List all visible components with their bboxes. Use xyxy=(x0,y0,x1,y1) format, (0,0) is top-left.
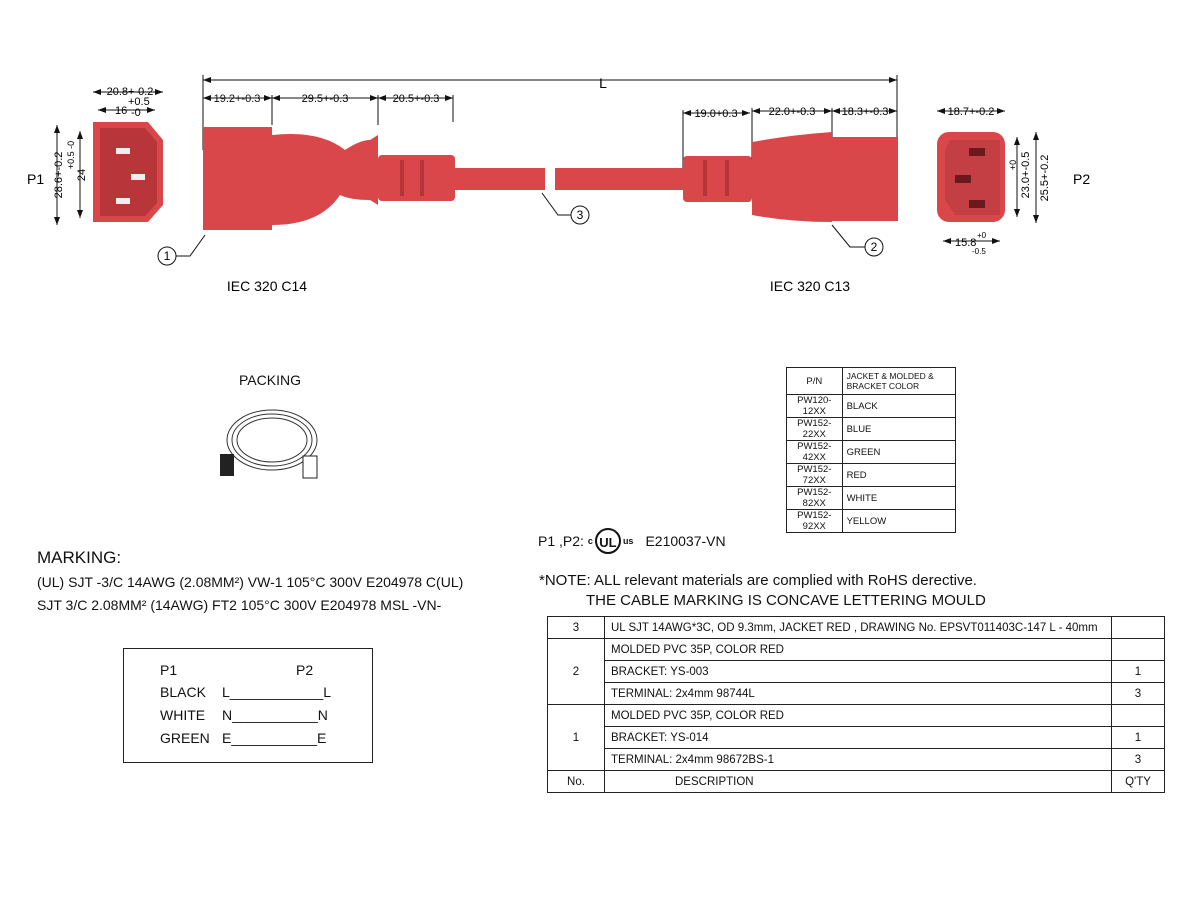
table-row xyxy=(548,683,1165,705)
bom-qty xyxy=(1112,705,1165,727)
p1-inner-tol-minus: -0 xyxy=(131,107,141,119)
p2-label: P2 xyxy=(1073,171,1091,187)
bom-desc: MOLDED PVC 35P, COLOR RED xyxy=(605,705,1112,727)
note-rohs: *NOTE: ALL relevant materials are complied with RoHS derective. xyxy=(539,572,977,589)
color: YELLOW xyxy=(842,510,955,533)
bom-desc: TERMINAL: 2x4mm 98744L xyxy=(605,683,1112,705)
p1-inner-height: 24 xyxy=(76,168,88,182)
table-row xyxy=(548,661,1165,683)
table-row xyxy=(787,418,956,441)
p2-inner-height: 23.0+-0.5 xyxy=(1020,151,1032,199)
wiring-diagram-box xyxy=(123,648,373,763)
table-row xyxy=(548,749,1165,771)
callout-2: 2 xyxy=(870,240,878,254)
table-row xyxy=(548,617,1165,639)
table-row xyxy=(787,464,956,487)
part-number: PW152-82XX xyxy=(787,487,843,510)
p1-height: 28.6+-0.2 xyxy=(53,151,65,199)
bom-desc: TERMINAL: 2x4mm 98672BS-1 xyxy=(605,749,1112,771)
bom-no: 2 xyxy=(548,639,605,705)
wire-color-white: WHITE xyxy=(160,707,206,723)
table-row xyxy=(787,487,956,510)
bom-qty: 3 xyxy=(1112,683,1165,705)
bom-no: 1 xyxy=(548,705,605,771)
bom-desc: BRACKET: YS-014 xyxy=(605,727,1112,749)
color-table-header-color: JACKET & MOLDED & BRACKET COLOR xyxy=(842,368,955,395)
dim-left-1: 19.2+-0.3 xyxy=(213,93,261,105)
p2-face xyxy=(937,132,1005,222)
c13-connector-body xyxy=(832,137,898,221)
bom-desc: MOLDED PVC 35P, COLOR RED xyxy=(605,639,1112,661)
bom-qty xyxy=(1112,617,1165,639)
bom-desc: UL SJT 14AWG*3C, OD 9.3mm, JACKET RED , DRAWING No. EPSVT011403C-147 L - 40mm xyxy=(605,617,1112,639)
cable xyxy=(203,127,898,230)
part-number: PW152-72XX xyxy=(787,464,843,487)
bom-table xyxy=(547,616,1165,793)
wire-color-green: GREEN xyxy=(160,730,210,746)
table-row xyxy=(548,639,1165,661)
p2-width: 18.7+-0.2 xyxy=(947,106,995,118)
marking-line-1: (UL) SJT -3/C 14AWG (2.08MM²) VW-1 105°C 300V E204978 C(UL) xyxy=(37,574,464,590)
bom-desc: BRACKET: YS-003 xyxy=(605,661,1112,683)
right-connector-label: IEC 320 C13 xyxy=(769,278,851,294)
p1-inner-height-tol: +0.5 -0 xyxy=(66,140,76,170)
color: RED xyxy=(842,464,955,487)
wire-line-e: E___________E xyxy=(222,730,327,746)
bom-footer-desc: DESCRIPTION xyxy=(605,771,1112,793)
c14-connector-body xyxy=(203,127,272,230)
color: GREEN xyxy=(842,441,955,464)
certification-line xyxy=(538,528,726,554)
dim-right-2: 22.0+-0.3 xyxy=(768,106,816,118)
p1-label: P1 xyxy=(27,171,45,187)
table-row xyxy=(787,441,956,464)
p1-face xyxy=(93,122,163,222)
bom-footer-no: No. xyxy=(548,771,605,793)
p2-bottom-tol-minus: -0.5 xyxy=(972,247,986,256)
table-row xyxy=(548,727,1165,749)
wire-color-black: BLACK xyxy=(160,684,206,700)
marking-line-2: SJT 3/C 2.08MM² (14AWG) FT2 105°C 300V E204978 MSL -VN- xyxy=(37,597,442,613)
wiring-p2-label: P2 xyxy=(296,662,314,678)
bom-footer-qty: Q'TY xyxy=(1112,771,1165,793)
note-marking: THE CABLE MARKING IS CONCAVE LETTERING MOULD xyxy=(586,592,986,609)
p2-inner-tol: +0 xyxy=(1008,159,1018,171)
dim-right-3: 18.3+-0.3 xyxy=(841,106,889,118)
part-number: PW152-22XX xyxy=(787,418,843,441)
p1-inner-width: 16 xyxy=(115,105,128,117)
left-connector-label: IEC 320 C14 xyxy=(226,278,308,294)
cable-drawing xyxy=(0,0,1200,320)
p1-width: 20.8+-0.2 xyxy=(106,86,154,98)
p2-height: 25.5+-0.2 xyxy=(1039,154,1051,202)
packing-title: PACKING xyxy=(239,372,301,388)
table-row xyxy=(787,395,956,418)
wiring-p1-label: P1 xyxy=(160,662,178,678)
bom-qty xyxy=(1112,639,1165,661)
dim-right-1: 19.0+0.3 xyxy=(694,108,738,120)
c14-strain-relief xyxy=(378,155,455,201)
marking-title: MARKING: xyxy=(37,548,122,567)
wire-line-l: L____________L xyxy=(222,684,332,700)
bom-qty: 3 xyxy=(1112,749,1165,771)
bom-qty: 1 xyxy=(1112,727,1165,749)
c14-molded-body xyxy=(272,134,378,225)
certification-number: E210037-VN xyxy=(645,533,726,549)
certification-prefix: P1 ,P2: xyxy=(538,533,584,549)
color-table xyxy=(786,367,956,533)
bom-no: 3 xyxy=(548,617,605,639)
length-label: L xyxy=(599,75,607,91)
c13-molded-body xyxy=(752,132,832,222)
part-number: PW152-92XX xyxy=(787,510,843,533)
callout-1: 1 xyxy=(163,249,171,263)
color-table-header-pn: P/N xyxy=(787,368,843,395)
bom-footer xyxy=(548,771,1165,793)
dim-left-2: 29.5+-0.3 xyxy=(301,93,349,105)
part-number: PW152-42XX xyxy=(787,441,843,464)
ul-logo: c UL us xyxy=(588,528,634,554)
callout-3: 3 xyxy=(576,208,584,222)
part-number: PW120-12XX xyxy=(787,395,843,418)
wire-line-n: N___________N xyxy=(222,707,328,723)
dim-left-3: 20.5+-0.3 xyxy=(392,93,440,105)
color: WHITE xyxy=(842,487,955,510)
p2-bottom-tol-plus: +0 xyxy=(977,231,987,240)
bom-qty: 1 xyxy=(1112,661,1165,683)
table-row xyxy=(548,705,1165,727)
p1-inner-tol-plus: +0.5 xyxy=(128,96,150,108)
packing-coil-illustration xyxy=(215,400,335,490)
p2-bottom-width: 15.8 xyxy=(955,237,977,249)
c13-strain-relief xyxy=(683,156,752,202)
color: BLUE xyxy=(842,418,955,441)
table-row xyxy=(787,510,956,533)
color: BLACK xyxy=(842,395,955,418)
